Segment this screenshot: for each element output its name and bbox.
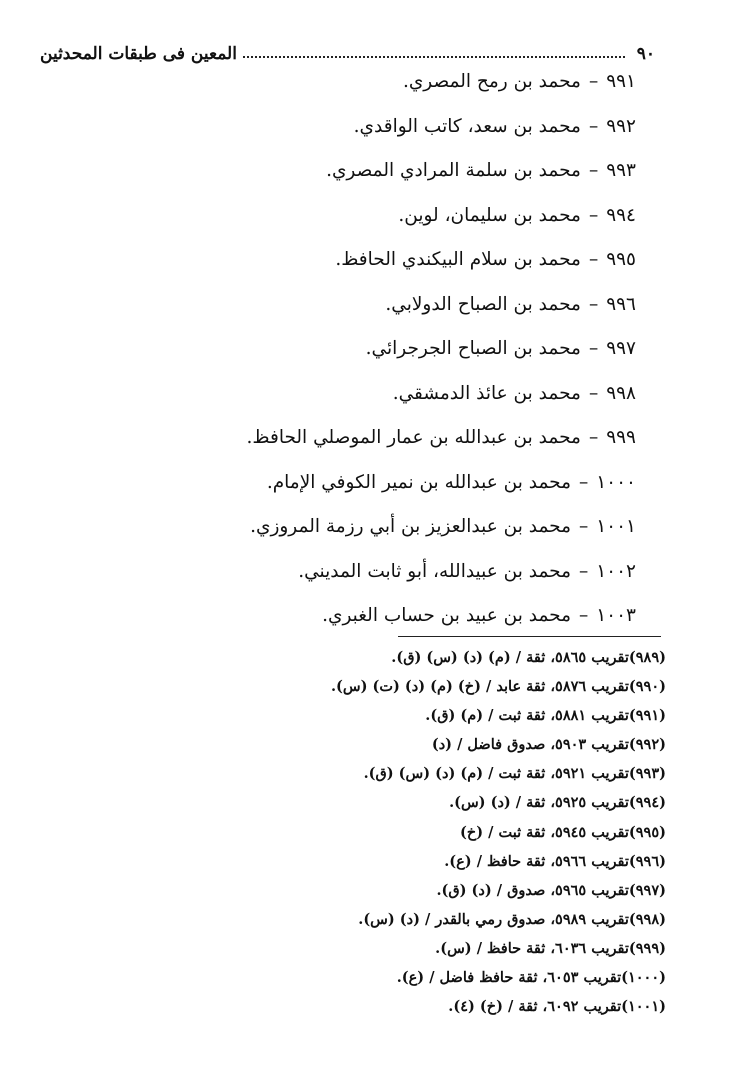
narrator-list [76, 60, 636, 639]
list-item [76, 194, 636, 239]
entry-number: ٩٩٥ [606, 249, 636, 270]
footnote: (٩٩١)تقريب ٥٨٨١، ثقة ثبت / (م) (ق). [425, 707, 666, 725]
list-item [76, 283, 636, 328]
entry-separator: – [588, 338, 599, 359]
entry-number: ٩٩٦ [606, 293, 636, 315]
entry-separator: – [588, 204, 599, 226]
entry-text: محمد بن عبدالله بن عمار الموصلي الحافظ. [246, 427, 581, 448]
entry-separator: – [579, 560, 589, 582]
entry-number: ١٠٠٣ [596, 605, 636, 626]
entry-text: محمد بن سليمان، لوين. [398, 204, 581, 226]
entry-number: ٩٩٧ [606, 338, 636, 359]
entry-number: ٩٩٤ [606, 204, 636, 226]
list-item [76, 238, 636, 283]
entry-separator: – [588, 293, 599, 315]
entry-number: ٩٩٩ [606, 427, 636, 448]
list-item [76, 505, 636, 550]
entry-separator: – [588, 427, 599, 448]
entry-separator: – [588, 382, 599, 404]
list-item [76, 327, 636, 372]
entry-number: ٩٩٨ [606, 382, 636, 404]
entry-number: ٩٩١ [606, 71, 636, 92]
footnote-divider [398, 636, 661, 637]
entry-text: محمد بن رمح المصري. [402, 71, 581, 92]
footnote: (٩٩٠)تقريب ٥٨٧٦، ثقة عابد / (خ) (م) (د) (ت) (س). [331, 678, 666, 696]
footnote: (٩٨٩)تقريب ٥٨٦٥، ثقة / (م) (د) (س) (ق). [391, 649, 666, 666]
entry-separator: – [588, 71, 599, 92]
entry-number: ١٠٠١ [596, 516, 636, 537]
footnote: (٩٩٨)تقريب ٥٩٨٩، صدوق رمي بالقدر / (د) (س). [358, 910, 666, 928]
entry-text: محمد بن سلمة المرادي المصري. [326, 160, 581, 181]
footnote: (٩٩٣)تقريب ٥٩٢١، ثقة ثبت / (م) (د) (س) (ق). [363, 765, 666, 783]
running-title: المعين فى طبقات المحدثين [40, 44, 237, 64]
footnote: (٩٩٥)تقريب ٥٩٤٥، ثقة ثبت / (خ) [459, 823, 666, 841]
entry-text: محمد بن عبدالله بن نمير الكوفي الإمام. [266, 471, 571, 493]
list-item [76, 416, 636, 461]
entry-text: محمد بن سلام البيكندي الحافظ. [335, 249, 581, 270]
list-item [76, 149, 636, 194]
entry-text: محمد بن سعد، كاتب الواقدي. [353, 115, 581, 137]
entry-text: محمد بن عبيد بن حساب الغبري. [322, 605, 571, 626]
entry-separator: – [579, 605, 589, 626]
page-number: ٩٠ [636, 44, 655, 64]
entry-text: محمد بن عبيدالله، أبو ثابت المديني. [298, 560, 571, 582]
footnote: (٩٩٧)تقريب ٥٩٦٥، صدوق / (د) (ق). [436, 881, 666, 899]
entry-separator: – [579, 471, 589, 493]
footnote: (٩٩٦)تقريب ٥٩٦٦، ثقة حافظ / (ع). [444, 852, 666, 870]
entry-number: ٩٩٢ [606, 115, 636, 137]
list-item [76, 60, 636, 105]
footnote: (٩٩٢)تقريب ٥٩٠٣، صدوق فاضل / (د) [431, 736, 666, 754]
entry-number: ١٠٠٢ [596, 560, 636, 582]
footnote: (١٠٠١)تقريب ٦٠٩٢، ثقة / (خ) (٤). [448, 998, 666, 1016]
list-item [76, 550, 636, 595]
list-item [76, 372, 636, 417]
list-item [76, 594, 636, 639]
footnote: (٩٩٩)تقريب ٦٠٣٦، ثقة حافظ / (س). [435, 939, 666, 957]
list-item [76, 461, 636, 506]
entry-text: محمد بن عائذ الدمشقي. [392, 382, 581, 404]
footnotes [66, 643, 666, 1021]
entry-text: محمد بن الصباح الجرجرائي. [365, 338, 581, 359]
entry-number: ٩٩٣ [606, 160, 636, 181]
entry-separator: – [588, 249, 599, 270]
list-item [76, 105, 636, 150]
entry-text: محمد بن عبدالعزيز بن أبي رزمة المروزي. [250, 516, 571, 537]
header-dot-leader [243, 55, 625, 58]
entry-text: محمد بن الصباح الدولابي. [385, 293, 581, 315]
entry-number: ١٠٠٠ [596, 471, 636, 493]
footnote: (٩٩٤)تقريب ٥٩٢٥، ثقة / (د) (س). [449, 794, 666, 812]
entry-separator: – [588, 115, 599, 137]
entry-separator: – [579, 516, 589, 537]
entry-separator: – [588, 160, 599, 181]
footnote: (١٠٠٠)تقريب ٦٠٥٣، ثقة حافظ فاضل / (ع). [396, 969, 666, 987]
